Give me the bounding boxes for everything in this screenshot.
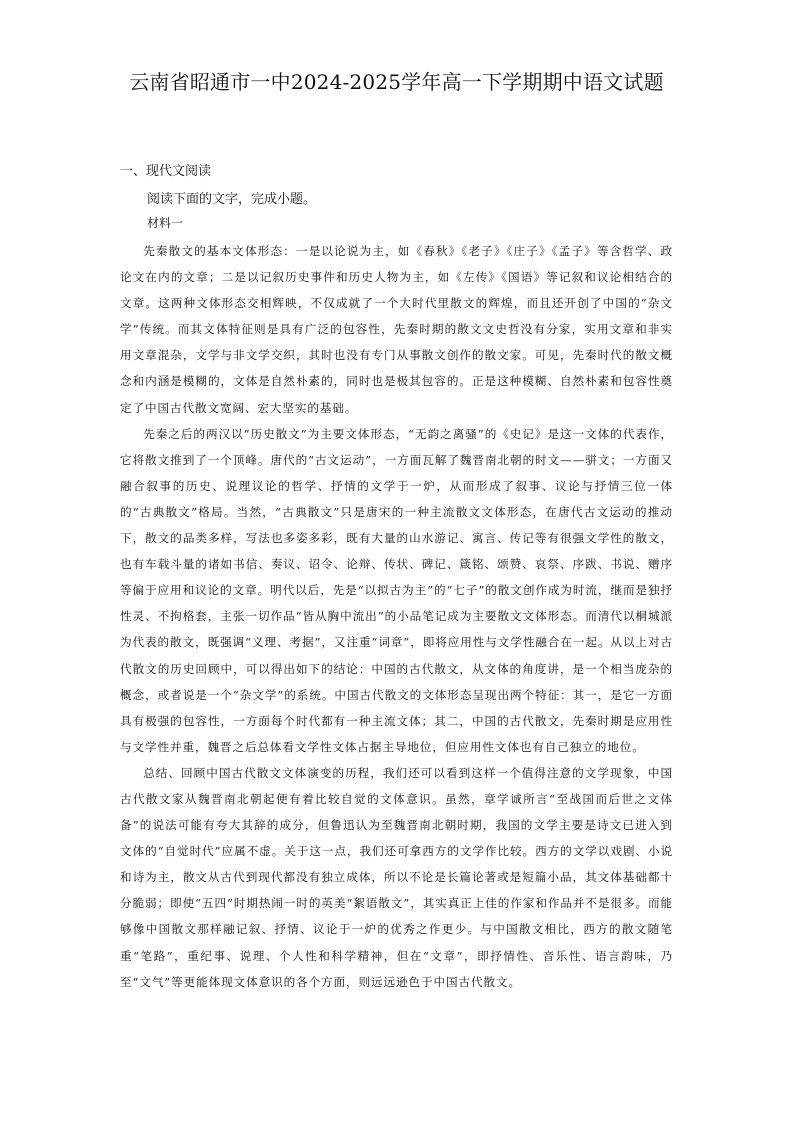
material-body (120, 238, 673, 995)
paragraph-3: 总结、回顾中国古代散文文体演变的历程，我们还可以看到这样一个值得注意的文学现象，中国古代散文家从魏晋南北朝起便有着比较自觉的文体意识。虽然，章学诚所言“至战国而后世之文体备”的说法可能有夸大其辞的成分，但鲁迅认为至魏晋南北朝时期，我国的文学主要是诗文已进入到文体的“自觉时代”应属不虚。关于这一点，我们还可拿西方的文学作比较。西方的文学以戏剧、小说和诗为主，散文从古代到现代都没有独立成体，所以不论是长篇论著或是短篇小品，其文体基础都十分脆弱；即使“五四”时期热闹一时的英美“絮语散文”，其实真正上佳的作家和作品并不是很多。而能够像中国散文那样融记叙、抒情、议论于一炉的优秀之作更少。与中国散文相比，西方的散文随笔重“笔路”，重纪事、说理、个人性和科学精神，但在“文章”，即抒情性、音乐性、语言韵味，乃至“文气”等更能体现文体意识的各个方面，则远远逊色于中国古代散文。 (120, 765, 673, 989)
section-heading: 一、现代文阅读 (120, 164, 212, 179)
paragraph-2: 先秦之后的两汉以“历史散文”为主要文体形态，“无韵之离骚”的《史记》是这一文体的代表作，它将散文推到了一个顶峰。唐代的“古文运动”，一方面瓦解了魏晋南北朝的时文——骈文；一方面又融合叙事的历史、说理议论的哲学、抒情的文学于一炉，从而形成了叙事、议论与抒情三位一体的“古典散文”格局。当然，“古典散文”只是唐宋的一种主流散文文体形态，在唐代古文运动的推动下，散文的品类多样，写法也多姿多彩，既有大量的山水游记、寓言、传记等有很强文学性的散文，也有车载斗量的诸如书信、奏议、诏令、论辩、传状、碑记、箴铭、颂赞、哀祭、序跋、书说、赠序等偏于应用和议论的文章。明代以后，先是“以拟古为主”的“七子”的散文创作成为时流，继而是独抒性灵、不拘格套，主张一切作品“皆从胸中流出”的小品笔记成为主要散文文体形态。而清代以桐城派为代表的散文，既强调“义理、考据”，又注重“词章”，即将应用性与文学性融合在一起。从以上对古代散文的历史回顾中，可以得出如下的结论：中国的古代散文，从文体的角度讲，是一个相当庞杂的概念，或者说是一个“杂文学”的系统。中国古代散文的文体形态呈现出两个特征：其一，是它一方面具有极强的包容性，一方面每个时代都有一种主流文体；其二，中国的古代散文，先秦时期是应用性与文学性并重，魏晋之后总体看文学性文体占据主导地位，但应用性文体也有自己独立的地位。 (120, 426, 673, 754)
material-label: 材料一 (147, 216, 184, 230)
document-title: 云南省昭通市一中2024-2025学年高一下学期期中语文试题 (129, 70, 664, 94)
paragraph-1: 先秦散文的基本文体形态：一是以论说为主，如《春秋》《老子》《庄子》《孟子》等含哲学、政论文在内的文章；二是以记叙历史事件和历史人物为主，如《左传》《国语》等记叙和议论相结合的文章。这两种文体形态交相辉映，不仅成就了一个大时代里散文的辉煌，而且还开创了中国的“杂文学”传统。而其文体特征则是具有广泛的包容性，先秦时期的散文文史哲没有分家，实用文章和非实用文章混杂，文学与非文学交织，其时也没有专门从事散文创作的散文家。可见，先秦时代的散文概念和内涵是模糊的，文体是自然朴素的，同时也是极其包容的。正是这种模糊、自然朴素和包容性奠定了中国古代散文宽阔、宏大坚实的基础。 (120, 244, 673, 415)
reading-instruction: 阅读下面的文字，完成小题。 (147, 192, 317, 207)
